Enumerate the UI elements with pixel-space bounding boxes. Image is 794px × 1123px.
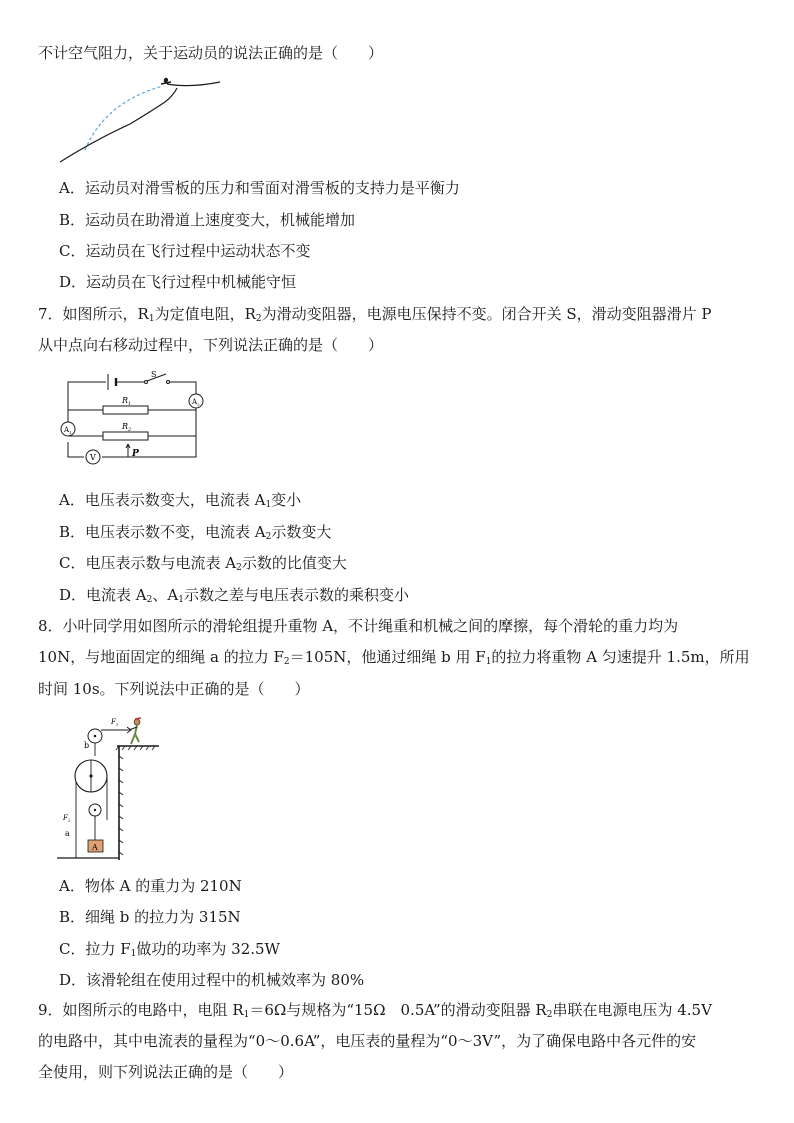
skier-icon	[161, 78, 171, 84]
q9-stem-line3: 全使用，则下列说法正确的是（ ）	[38, 1063, 294, 1081]
ski-jump-figure	[55, 72, 230, 167]
q8-stem-line1: 8．小叶同学用如图所示的滑轮组提升重物 A，不计绳重和机械之间的摩擦，每个滑轮的重力均为	[38, 617, 679, 635]
svg-text:A1: $A_1$	[64, 426, 72, 435]
rope-b-label: b	[84, 741, 90, 750]
q6-option-d: D．运动员在飞行过程中机械能守恒	[59, 273, 297, 291]
q8-option-d: D．该滑轮组在使用过程中的机械效率为 80%	[59, 971, 365, 989]
q7-option-c: C．电压表示数与电流表 $A_2$示数的比值变大	[59, 554, 347, 573]
q7-circuit-diagram	[58, 370, 208, 470]
q6-stem: 不计空气阻力，关于运动员的说法正确的是（ ）	[38, 44, 384, 62]
f1-label: $F_1$	[111, 718, 119, 727]
landing-slope	[60, 88, 177, 162]
q9-stem-line1: 9．如图所示的电路中，电阻 $R_1=6\Omega$与规格为“15Ω 0.5A”的滑动变阻器 $R_2$串联在电源电压为 4.5V	[38, 1001, 712, 1020]
q7-option-d: D．电流表 $A_2$、$A_1$示数之差与电压表示数的乘积变小	[59, 586, 409, 605]
q8-stem-line2: 10N，与地面固定的细绳 a 的拉力 $F_2=105N$，他通过细绳 b 用 $F_1$的拉力将重物 A 匀速提升 1.5m，所用	[38, 648, 750, 667]
small-pulley-icon	[89, 804, 101, 816]
ammeter-a1-icon	[61, 422, 75, 436]
r1-label: $R_1$	[122, 396, 132, 407]
svg-text:V: V	[90, 453, 96, 462]
takeoff-ramp	[167, 82, 220, 86]
slider-label: P	[132, 449, 139, 459]
voltmeter-icon	[86, 450, 100, 464]
q6-option-a: A．运动员对滑雪板的压力和雪面对滑雪板的支持力是平衡力	[59, 179, 460, 197]
q6-option-b: B．运动员在助滑道上速度变大，机械能增加	[59, 211, 356, 229]
block-a-label: A	[92, 843, 98, 852]
q7-option-a: A．电压表示数变大，电流表 $A_1$变小	[59, 491, 302, 510]
q8-option-c: C．拉力 $F_1$做功的功率为 32.5W	[59, 940, 280, 959]
q9-stem-line2: 的电路中，其中电流表的量程为“0～0.6A”，电压表的量程为“0～3V”，为了确保电路中各元件的安	[38, 1032, 697, 1050]
q8-option-a: A．物体 A 的重力为 210N	[59, 877, 242, 895]
rope-a-label: a	[65, 829, 70, 838]
switch-icon	[145, 370, 170, 384]
ammeter-a2-icon	[189, 394, 203, 408]
q8-pulley-figure	[55, 712, 165, 862]
switch-label: S	[151, 370, 157, 379]
q7-stem-line2: 从中点向右移动过程中，下列说法正确的是（ ）	[38, 336, 384, 354]
q7-stem-line1: 7．如图所示，$R_1$为定值电阻，$R_2$为滑动变阻器，电源电压保持不变。闭合开关 S，滑动变阻器滑片 P	[38, 305, 712, 324]
q6-option-c: C．运动员在飞行过程中运动状态不变	[59, 242, 311, 260]
top-fixed-pulley-icon	[88, 729, 102, 743]
person-icon	[129, 718, 141, 744]
r2-label: $R_2$	[122, 422, 132, 433]
ledge-icon	[116, 746, 159, 860]
q8-option-b: B．细绳 b 的拉力为 315N	[59, 908, 241, 926]
r1-resistor	[103, 396, 148, 414]
battery-icon	[108, 374, 120, 390]
f2-label: $F_2$	[63, 814, 71, 823]
r2-rheostat	[103, 422, 148, 459]
svg-text:A2: $A_2$	[192, 398, 200, 407]
q8-stem-line3: 时间 10s。下列说法中正确的是（ ）	[38, 680, 310, 698]
large-pulley-icon	[75, 760, 107, 792]
q7-option-b: B．电压表示数不变，电流表 $A_2$示数变大	[59, 523, 332, 542]
